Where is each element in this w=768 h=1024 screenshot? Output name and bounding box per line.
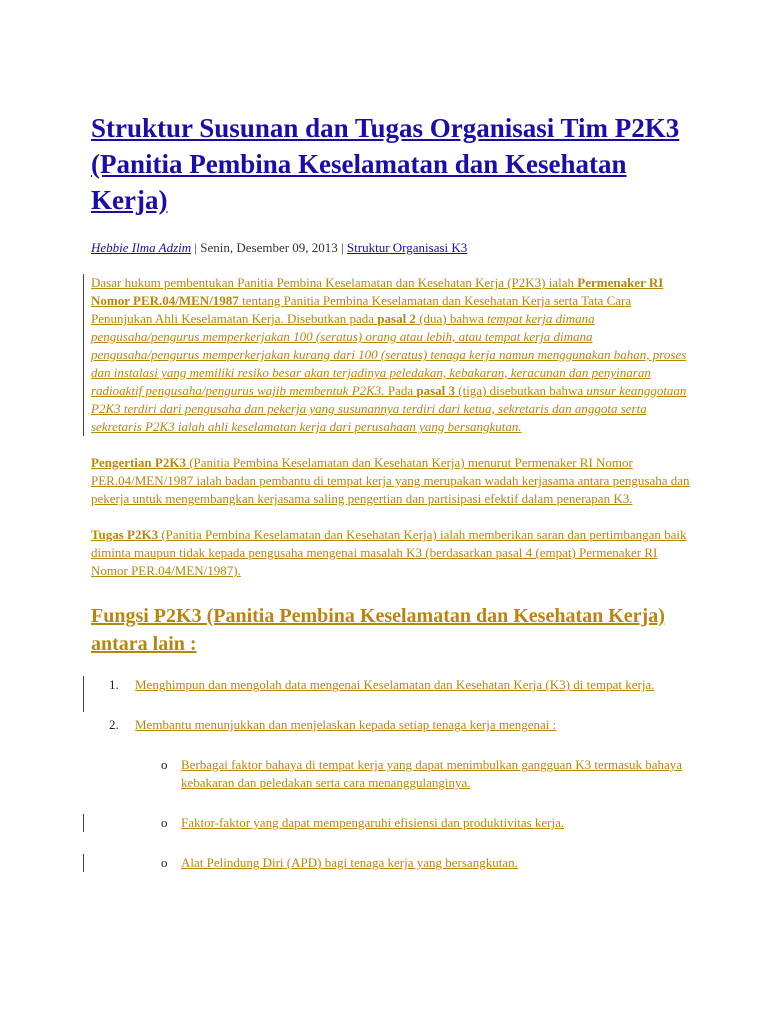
article-2-quote: tempat kerja dimana pengusaha/pengurus memperkerjakan 100 (seratus) orang atau lebih, atau tempat kerja dimana pengusaha/pengurus memperkerjakan kurang dari 100 (seratus) tenaga kerja namun menggunakan bahan, proses dan instalasi yang memiliki resiko besar akan terjadinya peledakan, kebakaran, keracunan dan penyinaran radioaktif pengusaha/pengurus wajib membentuk P2K3.: [91, 311, 687, 398]
sub-list-item-text: Alat Pelindung Diri (APD) bagi tenaga kerja yang bersangkutan.: [181, 855, 518, 870]
post-meta: [91, 240, 691, 256]
article-3-quote: unsur keanggotaan P2K3 terdiri dari pengusaha dan pekerja yang susunannya terdiri dari ketua, sekretaris dan anggota serta sekretaris P2K3 ialah ahli keselamatan kerja dari perusahaan yang bersangkutan.: [91, 383, 687, 434]
meta-separator: |: [337, 240, 347, 255]
sub-list-item[interactable]: [91, 814, 691, 832]
paragraph-text: (Panitia Pembina Keselamatan dan Kesehatan Kerja) menurut Permenaker RI Nomor PER.04/MEN/1987 ialah badan pembantu di tempat kerja yang merupakan wadah kerjasama antara pengusaha dan pekerja untuk mengembangkan kerjasama saling pengertian dan partisipasi efektif dalam penerapan K3.: [91, 455, 690, 506]
article: [91, 110, 691, 894]
category-link[interactable]: Struktur Organisasi K3: [346, 240, 468, 255]
definition-bold: Pengertian P2K3: [91, 455, 186, 470]
list-number: 2.: [109, 717, 119, 732]
article-title-link[interactable]: Struktur Susunan dan Tugas Organisasi Tim P2K3 (Panitia Pembina Keselamatan dan Kesehatan Kerja): [91, 113, 680, 215]
quote-bar: [83, 814, 84, 832]
article-3-bold: pasal 3: [416, 383, 455, 398]
list-item[interactable]: [91, 676, 691, 694]
functions-heading[interactable]: Fungsi P2K3 (Panitia Pembina Keselamatan dan Kesehatan Kerja) antara lain :: [91, 605, 665, 655]
bullet-icon: o: [161, 855, 168, 870]
duties-bold: Tugas P2K3: [91, 527, 159, 542]
functions-list: [91, 676, 691, 872]
bullet-icon: o: [161, 815, 168, 830]
paragraph-definition[interactable]: [91, 454, 691, 508]
paragraph-text: Pada: [384, 383, 417, 398]
paragraph-text: (tiga) disebutkan bahwa: [455, 383, 587, 398]
paragraph-legal-basis[interactable]: [91, 274, 691, 436]
author-link[interactable]: Hebbie Ilma Adzim: [91, 240, 192, 255]
sub-list-item[interactable]: [91, 854, 691, 872]
meta-separator: |: [191, 240, 201, 255]
list-item-text: Menghimpun dan mengolah data mengenai Keselamatan dan Kesehatan Kerja (K3) di tempat kerja.: [135, 677, 655, 692]
paragraph-text: (Panitia Pembina Keselamatan dan Kesehatan Kerja) ialah memberikan saran dan pertimbangan baik diminta maupun tidak kepada pengusaha mengenai masalah K3 (berdasarkan pasal 4 (empat) Permenaker RI Nomor PER.04/MEN/1987).: [91, 527, 687, 578]
regulation-bold: Permenaker RI Nomor PER.04/MEN/1987: [91, 275, 664, 308]
paragraph-text: (dua) bahwa: [415, 311, 488, 326]
sub-list-item-text: Faktor-faktor yang dapat mempengaruhi efisiensi dan produktivitas kerja.: [181, 815, 565, 830]
sub-list-item[interactable]: [91, 756, 691, 792]
list-item[interactable]: [91, 716, 691, 734]
article-2-bold: pasal 2: [377, 311, 416, 326]
quote-bar: [83, 854, 84, 872]
quote-bar: [83, 676, 84, 712]
sub-list-item-text: Berbagai faktor bahaya di tempat kerja yang dapat menimbulkan gangguan K3 termasuk bahaya kebakaran dan peledakan serta cara menanggulanginya.: [181, 757, 683, 790]
paragraph-text: tentang Panitia Pembina Keselamatan dan Kesehatan Kerja serta Tata Cara Penunjukan Ahli Keselamatan Kerja. Disebutkan pada: [91, 293, 632, 326]
paragraph-duties[interactable]: [91, 526, 691, 580]
bullet-icon: o: [161, 757, 168, 772]
list-item-text: Membantu menunjukkan dan menjelaskan kepada setiap tenaga kerja mengenai :: [135, 717, 557, 732]
paragraph-text: Dasar hukum pembentukan Panitia Pembina Keselamatan dan Kesehatan Kerja (P2K3) ialah: [91, 275, 578, 290]
quote-bar: [83, 274, 84, 436]
list-number: 1.: [109, 677, 119, 692]
post-date: Senin, Desember 09, 2013: [200, 240, 338, 255]
